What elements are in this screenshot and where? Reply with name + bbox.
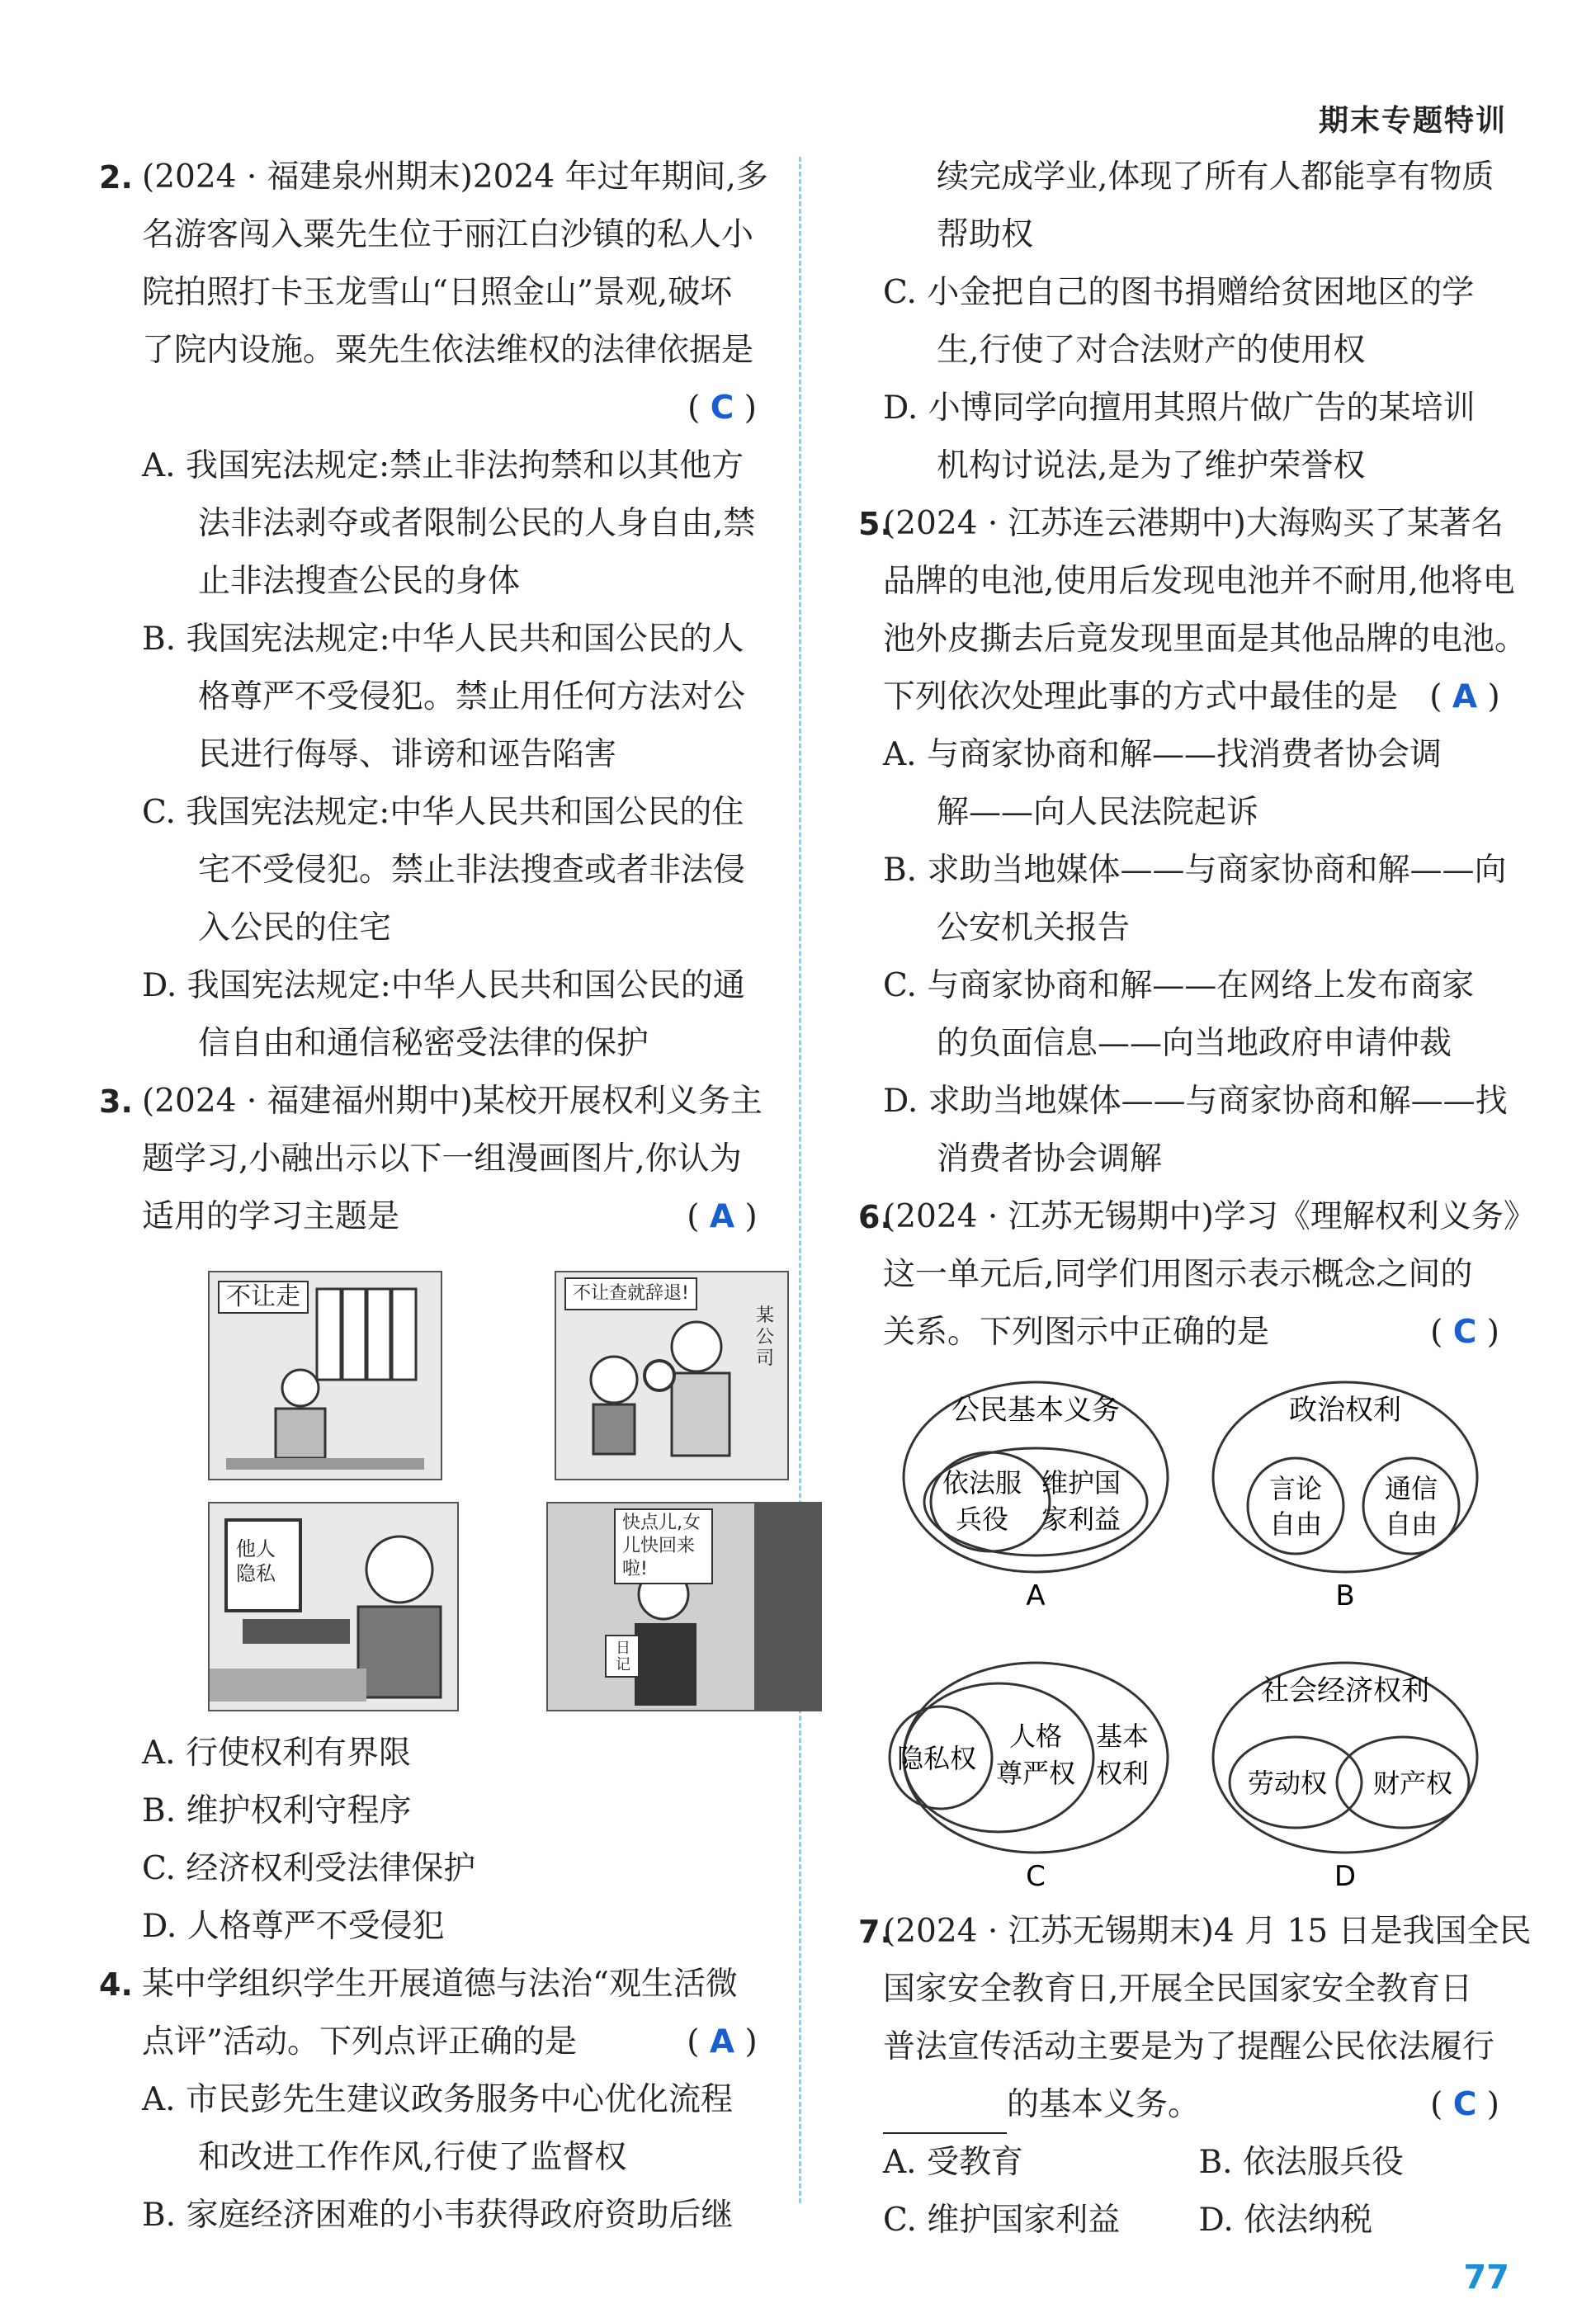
- question-text-line: (2024 · 福建泉州期末)2024 年过年期间,多: [142, 158, 768, 196]
- option-c: C. 与商家协商和解——在网络上发布商家: [883, 967, 1475, 1004]
- question-text-line: 国家安全教育日,开展全民国家安全教育日: [883, 1971, 1473, 2008]
- venn-b-left-2: 自由: [1268, 1508, 1323, 1540]
- cartoon-privacy-illustration: [210, 1503, 457, 1710]
- venn-b-label: B: [1335, 1579, 1355, 1612]
- question-text-line: 题学习,小融出示以下一组漫画图片,你认为: [142, 1140, 742, 1178]
- answer-mark: A: [1452, 678, 1478, 715]
- right-column: [858, 149, 1536, 2249]
- venn-c-middle-1: 人格: [1008, 1721, 1063, 1752]
- venn-d-label: D: [1334, 1860, 1357, 1893]
- option-b-cont: 续完成学业,体现了所有人都能享有物质: [937, 158, 1494, 196]
- question-text-line: 关系。下列图示中正确的是: [883, 1314, 1270, 1351]
- cartoon-screen-text: 他人隐私: [236, 1537, 276, 1585]
- question-text-line: 这一单元后,同学们用图示表示概念之间的: [883, 1256, 1473, 1293]
- option-b: B. 维护权利守程序: [142, 1792, 412, 1829]
- answer-mark: C: [1452, 1314, 1477, 1351]
- option-d: D. 小博同学向擅用其照片做广告的某培训: [883, 389, 1476, 427]
- question-number: 3.: [99, 1083, 133, 1120]
- question-text-line: 的基本义务。: [1007, 2086, 1201, 2123]
- page-header-title: 期末专题特训: [1318, 104, 1507, 138]
- question-text-row: 关系。下列图示中正确的是 ( C ): [858, 1304, 1514, 1362]
- page-number: 77: [1463, 2259, 1509, 2296]
- answer-mark: A: [709, 2023, 735, 2060]
- question-4: [99, 1956, 772, 2245]
- question-text-row: 的基本义务。 ( C ): [858, 2076, 1514, 2134]
- option-d-cont: 信自由和通信秘密受法律的保护: [198, 1025, 649, 1062]
- question-text-line: (2024 · 江苏连云港期中)大海购买了某著名: [883, 505, 1504, 542]
- cartoon-search: [555, 1271, 789, 1480]
- question-text-line: 某中学组织学生开展道德与法治“观生活微: [142, 1966, 738, 2003]
- answer-parens: ( C ): [687, 389, 757, 427]
- venn-b-outer: 政治权利: [1289, 1394, 1401, 1427]
- question-number: 2.: [99, 159, 133, 196]
- question-text-line: 点评”活动。下列点评正确的是: [142, 2023, 577, 2060]
- venn-d-right: 财产权: [1372, 1768, 1453, 1799]
- option-a-cont: 解——向人民法院起诉: [937, 794, 1259, 831]
- option-c-cont: 宅不受侵犯。禁止非法搜查或者非法侵: [198, 852, 746, 889]
- question-text-row: 下列依次处理此事的方式中最佳的是 ( A ): [858, 668, 1514, 726]
- option-b: B. 依法服兵役: [1198, 2144, 1404, 2181]
- question-text-line: 名游客闯入粟先生位于丽江白沙镇的私人小: [142, 216, 754, 253]
- question-text-line: (2024 · 江苏无锡期末)4 月 15 日是我国全民: [883, 1913, 1532, 1950]
- option-a: A. 受教育: [883, 2144, 1023, 2181]
- option-a: A. 行使权利有界限: [142, 1735, 411, 1772]
- option-a-cont: 法非法剥夺或者限制公民的人身自由,禁: [198, 505, 756, 542]
- venn-a-right-1: 维护国: [1041, 1467, 1121, 1499]
- question-5: [858, 495, 1528, 1188]
- cartoon-group: [142, 1254, 775, 1716]
- question-6: [858, 1188, 1536, 1898]
- cartoon-bubble: 不让查就辞退!: [564, 1277, 697, 1310]
- venn-b-left-1: 言论: [1268, 1473, 1323, 1504]
- cartoon-diary-label: 日记: [616, 1640, 630, 1673]
- venn-c-left: 隐私权: [896, 1743, 977, 1774]
- option-d-cont: 消费者协会调解: [937, 1140, 1163, 1178]
- option-b: B. 我国宪法规定:中华人民共和国公民的人: [142, 621, 744, 658]
- answer-mark: C: [710, 389, 734, 427]
- venn-a: [904, 1382, 1168, 1612]
- question-text-line: (2024 · 福建福州期中)某校开展权利义务主: [142, 1083, 763, 1120]
- cartoon-detention: [208, 1271, 442, 1480]
- option-b: B. 求助当地媒体——与商家协商和解——向: [883, 852, 1507, 889]
- venn-b-right-2: 自由: [1384, 1508, 1438, 1540]
- cartoon-company-label: 某公司: [756, 1305, 775, 1369]
- options-row: [858, 2134, 1514, 2192]
- option-d: D. 求助当地媒体——与商家协商和解——找: [883, 1083, 1508, 1120]
- cartoon-privacy: [208, 1502, 459, 1711]
- option-a: A. 市民彭先生建议政务服务中心优化流程: [142, 2081, 733, 2118]
- options-row: [858, 2192, 1514, 2249]
- left-column: [99, 149, 775, 2245]
- question-number: 7.: [858, 1914, 892, 1950]
- venn-c-middle-2: 尊严权: [995, 1758, 1076, 1789]
- venn-c-right-2: 权利: [1095, 1758, 1150, 1789]
- option-d-cont: 机构讨说法,是为了维护荣誉权: [937, 447, 1366, 484]
- question-7: [858, 1903, 1532, 2249]
- venn-b-right-1: 通信: [1384, 1473, 1438, 1504]
- question-2: [99, 149, 772, 1073]
- venn-c: [890, 1663, 1168, 1893]
- venn-diagrams: [858, 1370, 1514, 1898]
- question-text-line: 了院内设施。粟先生依法维权的法律依据是: [142, 332, 754, 369]
- venn-a-left-1: 依法服: [942, 1467, 1022, 1499]
- option-d: D. 依法纳税: [1198, 2202, 1373, 2239]
- question-text-line: 品牌的电池,使用后发现电池并不耐用,他将电: [883, 563, 1515, 600]
- question-text-line: (2024 · 江苏无锡期中)学习《理解权利义务》: [883, 1198, 1536, 1235]
- question-number: 5.: [858, 506, 892, 542]
- cartoon-diary: [546, 1502, 822, 1711]
- question-text-line: 适用的学习主题是: [142, 1198, 400, 1235]
- venn-a-outer: 公民基本义务: [951, 1394, 1120, 1427]
- option-c: C. 我国宪法规定:中华人民共和国公民的住: [142, 794, 744, 831]
- option-a-cont: 止非法搜查公民的身体: [198, 563, 521, 600]
- option-b: B. 家庭经济困难的小韦获得政府资助后继: [142, 2197, 734, 2234]
- question-text-row: 点评”活动。下列点评正确的是 ( A ): [99, 2013, 772, 2071]
- cartoon-sign: 不让走: [218, 1281, 309, 1314]
- venn-a-label: A: [1026, 1579, 1046, 1612]
- venn-diagrams-svg: [858, 1370, 1514, 1898]
- option-a: A. 我国宪法规定:禁止非法拘禁和以其他方: [142, 447, 744, 484]
- question-text-row: 适用的学习主题是 ( A ): [99, 1188, 772, 1246]
- question-text-line: 普法宣传活动主要是为了提醒公民依法履行: [883, 2028, 1495, 2065]
- question-3: [99, 1073, 775, 1956]
- fill-blank: [883, 2099, 1007, 2134]
- venn-d-outer: 社会经济权利: [1261, 1674, 1429, 1707]
- venn-c-right-1: 基本: [1095, 1721, 1150, 1752]
- option-b-cont: 民进行侮辱、诽谤和诬告陷害: [198, 736, 617, 773]
- venn-d-left: 劳动权: [1247, 1768, 1328, 1799]
- option-d: D. 我国宪法规定:中华人民共和国公民的通: [142, 967, 745, 1004]
- option-b-cont: 格尊严不受侵犯。禁止用任何方法对公: [198, 678, 746, 715]
- question-text-line: 院拍照打卡玉龙雪山“日照金山”景观,破坏: [142, 274, 733, 311]
- option-c: C. 经济权利受法律保护: [142, 1850, 476, 1887]
- option-c: C. 维护国家利益: [883, 2202, 1121, 2239]
- answer-mark: C: [1452, 2086, 1477, 2123]
- option-a: A. 与商家协商和解——找消费者协会调: [883, 736, 1442, 773]
- option-c-cont: 的负面信息——向当地政府申请仲裁: [937, 1025, 1452, 1062]
- venn-d: [1213, 1663, 1477, 1893]
- venn-a-right-2: 家利益: [1041, 1503, 1121, 1535]
- question-number: 6.: [858, 1199, 892, 1235]
- question-text-line: 下列依次处理此事的方式中最佳的是: [883, 678, 1399, 715]
- cartoon-bubble: 快点儿,女儿快回来啦!: [614, 1508, 713, 1584]
- column-divider: [799, 157, 801, 2203]
- option-d: D. 人格尊严不受侵犯: [142, 1908, 445, 1945]
- question-text-line: 池外皮撕去后竟发现里面是其他品牌的电池。: [883, 621, 1528, 658]
- venn-a-left-2: 兵役: [955, 1503, 1009, 1535]
- question-number: 4.: [99, 1966, 133, 2003]
- option-a-cont: 和改进工作作风,行使了监督权: [198, 2139, 627, 2176]
- option-c: C. 小金把自己的图书捐赠给贫困地区的学: [883, 274, 1475, 311]
- answer-mark: A: [709, 1198, 735, 1235]
- venn-c-label: C: [1026, 1860, 1046, 1893]
- option-c-cont: 入公民的住宅: [198, 909, 392, 946]
- venn-b: [1213, 1382, 1477, 1612]
- option-b-cont: 公安机关报告: [937, 909, 1131, 946]
- option-b-cont: 帮助权: [937, 216, 1034, 253]
- option-c-cont: 生,行使了对合法财产的使用权: [937, 332, 1366, 369]
